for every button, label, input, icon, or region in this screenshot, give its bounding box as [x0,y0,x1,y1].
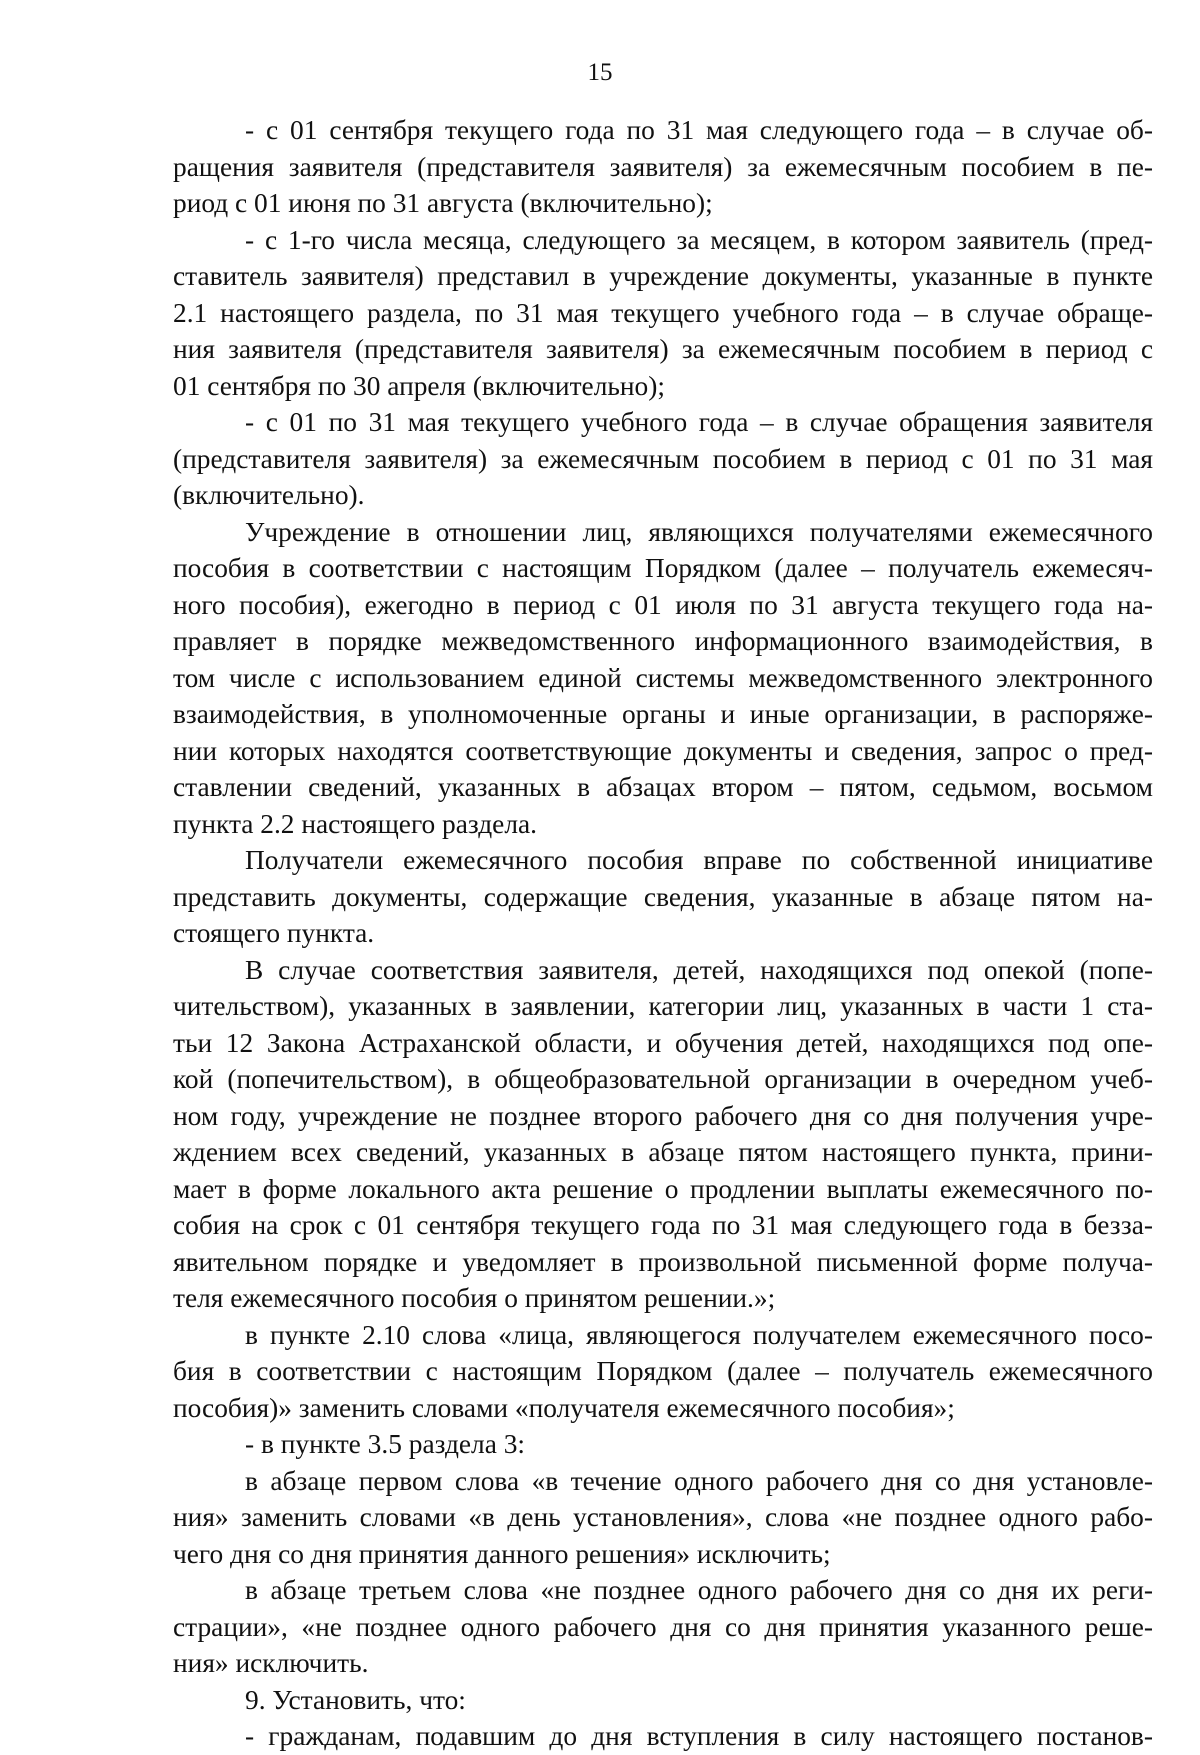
text-line: - с 01 сентября текущего года по 31 мая следующего года – в случае об- [245,115,1153,145]
text-line: собия на срок с 01 сентября текущего года по 31 мая следующего года в безза- [173,1210,1153,1240]
text-line: чего дня со дня принятия данного решения» исключить; [173,1538,831,1569]
text-line: ния заявителя (представителя заявителя) за ежемесячным пособием в период с [173,334,1153,364]
document-body [173,112,1153,1755]
text-line: чительством), указанных в заявлении, категории лиц, указанных в части 1 ста- [173,991,1153,1021]
text-line: в абзаце первом слова «в течение одного рабочего дня со дня установле- [245,1465,1153,1496]
text-line: нии которых находятся соответствующие документы и сведения, запрос о пред- [173,735,1153,766]
text-line: - гражданам, подавшим до дня вступления в силу настоящего постанов- [245,1721,1153,1751]
text-line: тьи 12 Закона Астраханской области, и обучения детей, находящихся под опе- [173,1027,1153,1058]
text-line: Учреждение в отношении лиц, являющихся получателями ежемесячного [245,516,1153,547]
text-line: ращения заявителя (представителя заявителя) за ежемесячным пособием в пе- [173,151,1153,182]
text-line: кой (попечительством), в общеобразовательной организации в очередном учеб- [173,1064,1153,1094]
text-line: (включительно). [173,480,365,510]
text-line: - в пункте 3.5 раздела 3: [245,1429,526,1459]
text-line: 01 сентября по 30 апреля (включительно); [173,370,665,401]
text-line: - с 01 по 31 мая текущего учебного года – в случае обращения заявителя [245,407,1153,437]
text-line: в пункте 2.10 слова «лица, являющегося получателем ежемесячного посо- [245,1319,1153,1350]
text-line: Получатели ежемесячного пособия вправе по собственной инициативе [245,845,1153,875]
text-line: ного пособия), ежегодно в период с 01 июля по 31 августа текущего года на- [173,589,1153,620]
text-line: представить документы, содержащие сведения, указанные в абзаце пятом на- [173,881,1153,912]
text-line: ждением всех сведений, указанных в абзаце пятом настоящего пункта, прини- [173,1137,1153,1167]
text-line: взаимодействия, в уполномоченные органы и иные организации, в распоряже- [173,699,1153,729]
text-line: пособия в соответствии с настоящим Порядком (далее – получатель ежемесяч- [173,553,1153,583]
text-line: ном году, учреждение не позднее второго рабочего дня со дня получения учре- [173,1100,1153,1131]
text-line: ставитель заявителя) представил в учреждение документы, указанные в пункте [173,261,1153,291]
text-line: бия в соответствии с настоящим Порядком (далее – получатель ежемесячного [173,1356,1153,1386]
page-number: 15 [587,59,613,86]
text-line: пункта 2.2 настоящего раздела. [173,808,537,839]
text-line: В случае соответствия заявителя, детей, находящихся под опекой (попе- [245,954,1153,985]
text-line: риод с 01 июня по 31 августа (включительно); [173,188,713,218]
text-line: пособия)» заменить словами «получателя ежемесячного пособия»; [173,1392,955,1423]
text-line: теля ежемесячного пособия о принятом решении.»; [173,1283,776,1313]
text-line: (представителя заявителя) за ежемесячным пособием в период с 01 по 31 мая [173,443,1153,474]
text-line: ставлении сведений, указанных в абзацах втором – пятом, седьмом, восьмом [173,772,1153,802]
text-line: - с 1-го числа месяца, следующего за месяцем, в котором заявитель (пред- [245,224,1153,255]
text-line: в абзаце третьем слова «не позднее одного рабочего дня со дня их реги- [245,1575,1153,1605]
text-line: 2.1 настоящего раздела, по 31 мая текущего учебного года – в случае обраще- [173,297,1153,328]
text-line: ния» заменить словами «в день установления», слова «не позднее одного рабо- [173,1502,1153,1532]
text-line: 9. Установить, что: [245,1684,466,1715]
text-line: правляет в порядке межведомственного информационного взаимодействия, в [173,626,1153,656]
text-line: мает в форме локального акта решение о продлении выплаты ежемесячного по- [173,1173,1153,1204]
text-line: ния» исключить. [173,1648,369,1678]
text-line: страции», «не позднее одного рабочего дня со дня принятия указанного реше- [173,1611,1153,1642]
text-line: том числе с использованием единой системы межведомственного электронного [173,662,1153,693]
text-line: явительном порядке и уведомляет в произвольной письменной форме получа- [173,1246,1153,1277]
text-line: стоящего пункта. [173,918,375,948]
